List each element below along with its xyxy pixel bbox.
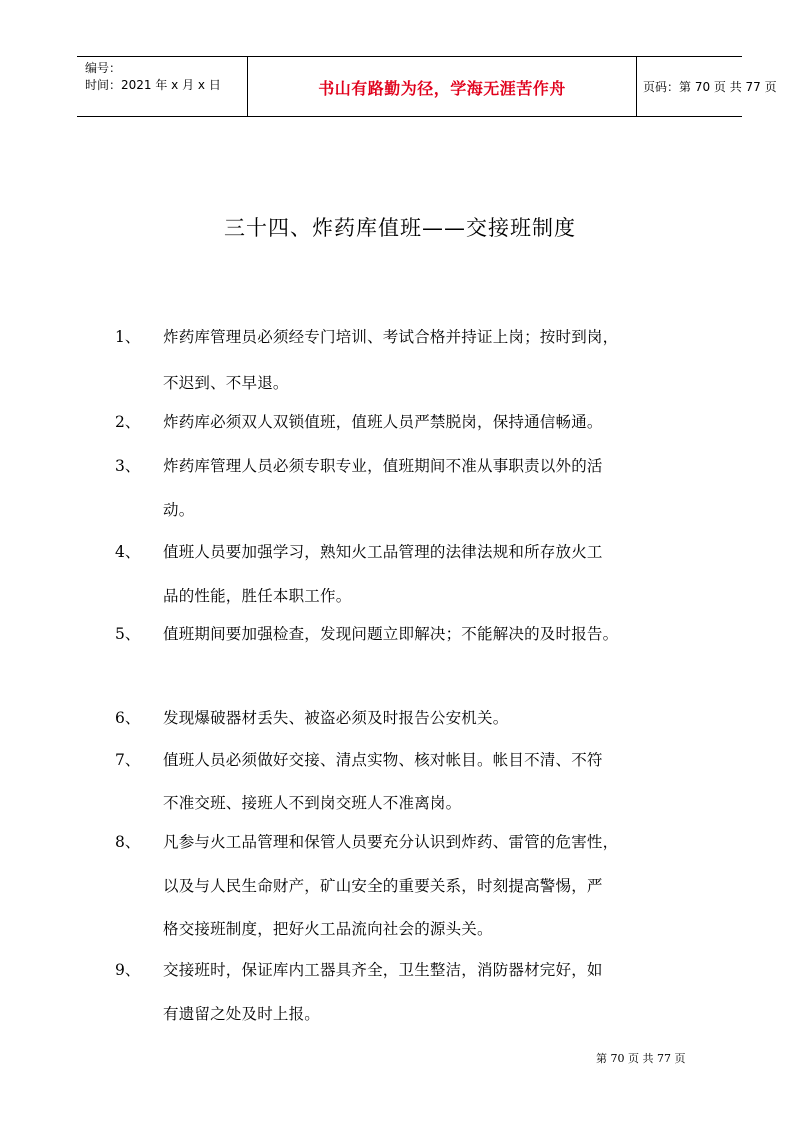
list-item-text: 品的性能，胜任本职工作。 — [163, 587, 352, 605]
list-item-number: 5、 — [115, 625, 141, 643]
list-item-number: 3、 — [115, 457, 141, 475]
list-item-text: 值班人员要加强学习，熟知火工品管理的法律法规和所存放火工 — [163, 543, 603, 561]
list-item-text: 炸药库管理员必须经专门培训、考试合格并持证上岗；按时到岗， — [163, 328, 619, 346]
header-page-code: 页码：第 70 页 共 77 页 — [643, 80, 777, 94]
list-item-text: 值班期间要加强检查，发现问题立即解决；不能解决的及时报告。 — [163, 625, 619, 643]
list-item-number: 4、 — [115, 543, 141, 561]
header-info-cell — [77, 57, 247, 116]
list-item-number: 2、 — [115, 413, 141, 431]
list-item-text: 有遗留之处及时上报。 — [163, 1005, 321, 1023]
list-item-number: 1、 — [115, 328, 141, 346]
list-item-text: 不准交班、接班人不到岗交班人不准离岗。 — [163, 794, 462, 812]
list-item-text: 炸药库必须双人双锁值班，值班人员严禁脱岗，保持通信畅通。 — [163, 413, 603, 431]
list-item-text: 以及与人民生命财产，矿山安全的重要关系，时刻提高警惕，严 — [163, 877, 603, 895]
header-motto: 书山有路勤为径，学海无涯苦作舟 — [318, 79, 566, 98]
document-number-label: 编号： — [85, 61, 122, 75]
list-item-text: 炸药库管理人员必须专职专业，值班期间不准从事职责以外的活 — [163, 457, 603, 475]
list-item-number: 6、 — [115, 709, 141, 727]
list-item-text: 不迟到、不早退。 — [163, 374, 289, 392]
document-title: 三十四、炸药库值班——交接班制度 — [224, 216, 576, 240]
page-footer: 第 70 页 共 77 页 — [596, 1052, 686, 1065]
header-page-cell — [637, 57, 777, 116]
document-time-label: 时间：2021 年 x 月 x 日 — [85, 78, 221, 92]
list-item-number: 8、 — [115, 833, 141, 851]
list-item-text: 交接班时，保证库内工器具齐全，卫生整洁，消防器材完好，如 — [163, 961, 603, 979]
list-item-text: 凡参与火工品管理和保管人员要充分认识到炸药、雷管的危害性， — [163, 833, 619, 851]
list-item-text: 格交接班制度，把好火工品流向社会的源头关。 — [163, 920, 493, 938]
header-motto-cell — [247, 57, 637, 116]
list-item-text: 动。 — [163, 501, 195, 519]
list-item-number: 9、 — [115, 961, 141, 979]
list-item-text: 值班人员必须做好交接、清点实物、核对帐目。帐目不清、不符 — [163, 751, 603, 769]
page-header — [77, 56, 777, 117]
list-item-text: 发现爆破器材丢失、被盗必须及时报告公安机关。 — [163, 709, 509, 727]
list-item-number: 7、 — [115, 751, 141, 769]
